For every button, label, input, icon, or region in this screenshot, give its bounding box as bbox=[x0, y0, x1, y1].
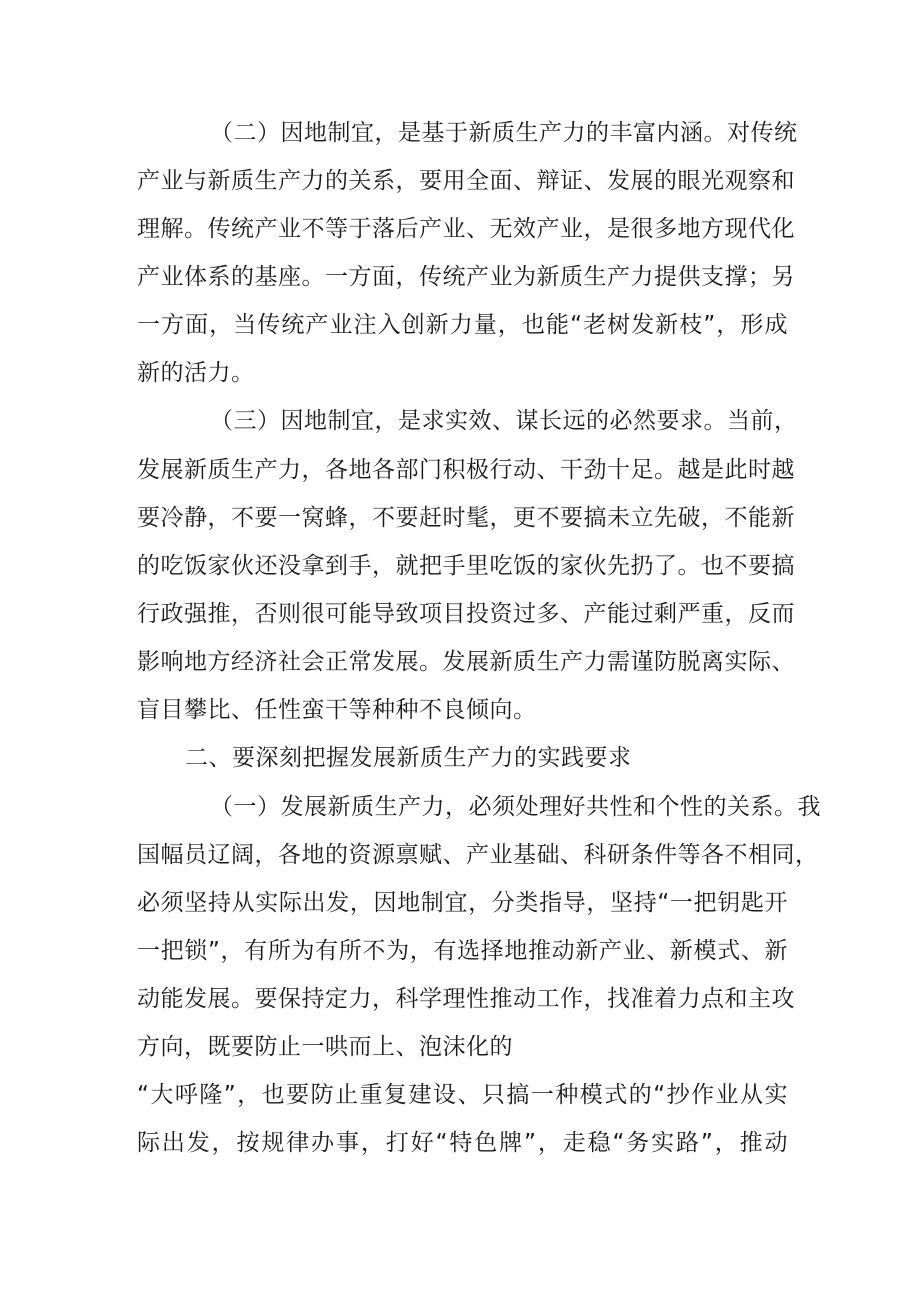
text-line: （二）因地制宜，是基于新质生产力的丰富内涵。对传统 bbox=[210, 120, 798, 146]
text-line: （三）因地制宜，是求实效、谋长远的必然要求。当前， bbox=[210, 408, 798, 434]
text-line: 影响地方经济社会正常发展。发展新质生产力需谨防脱离实际、 bbox=[137, 649, 795, 675]
text-line: 新的活力。 bbox=[137, 360, 255, 386]
section-heading: 二、要深刻把握发展新质生产力的实践要求 bbox=[185, 745, 632, 771]
text-line: “大呼隆”，也要防止重复建设、只搞一种模式的“抄作业从实 bbox=[137, 1082, 788, 1108]
text-line: 盲目攀比、任性蛮干等种种不良倾向。 bbox=[137, 697, 537, 723]
text-line: 的吃饭家伙还没拿到手，就把手里吃饭的家伙先扔了。也不要搞 bbox=[137, 553, 795, 579]
text-line: 方向，既要防止一哄而上、泡沫化的 bbox=[137, 1034, 513, 1060]
text-line: 必须坚持从实际出发，因地制宜，分类指导，坚持“一把钥匙开 bbox=[137, 890, 788, 916]
text-line: 行政强推，否则很可能导致项目投资过多、产能过剩严重，反而 bbox=[137, 601, 795, 627]
text-line: 一方面，当传统产业注入创新力量，也能“老树发新枝”，形成 bbox=[137, 312, 788, 338]
text-line: 产业与新质生产力的关系，要用全面、辩证、发展的眼光观察和 bbox=[137, 168, 795, 194]
text-line: 动能发展。要保持定力，科学理性推动工作，找准着力点和主攻 bbox=[137, 986, 795, 1012]
text-line: 产业体系的基座。一方面，传统产业为新质生产力提供支撑；另 bbox=[137, 264, 795, 290]
text-line: 一把锁”，有所为有所不为，有选择地推动新产业、新模式、新 bbox=[137, 938, 788, 964]
text-line: 国幅员辽阔，各地的资源禀赋、产业基础、科研条件等各不相同， bbox=[137, 842, 819, 868]
text-line: 际出发，按规律办事，打好“特色牌”，走稳“务实路”，推动 bbox=[137, 1130, 788, 1156]
text-line: 要冷静，不要一窝蜂，不要赶时髦，更不要搞未立先破，不能新 bbox=[137, 505, 795, 531]
text-line: 理解。传统产业不等于落后产业、无效产业，是很多地方现代化 bbox=[137, 216, 795, 242]
text-line: 发展新质生产力，各地各部门积极行动、干劲十足。越是此时越 bbox=[137, 457, 795, 483]
text-line: （一）发展新质生产力，必须处理好共性和个性的关系。我 bbox=[210, 794, 821, 820]
